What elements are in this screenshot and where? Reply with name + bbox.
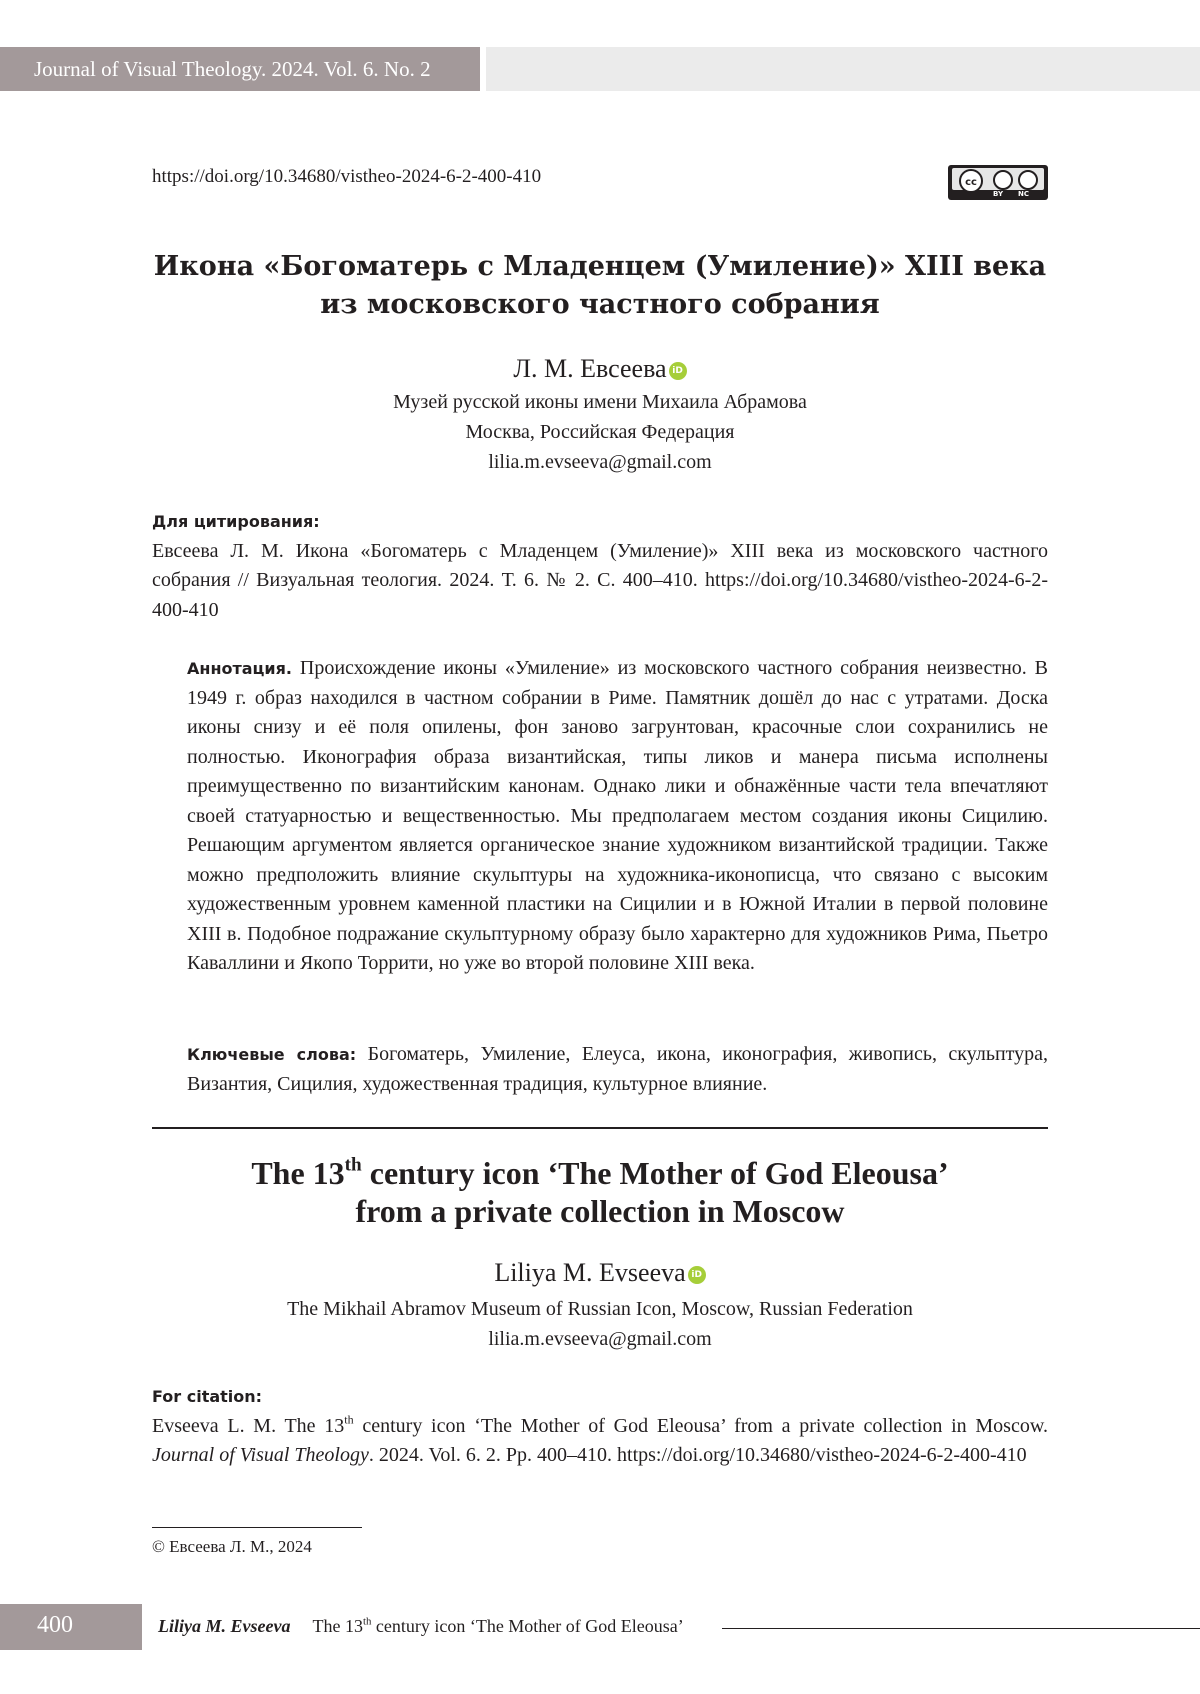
copyright-note: © Евсеева Л. М., 2024 bbox=[152, 1537, 312, 1556]
ru-affiliation bbox=[0, 387, 1200, 477]
header-band-right bbox=[486, 47, 1200, 91]
ru-affiliation-line2: Москва, Российская Федерация bbox=[465, 421, 735, 443]
en-citation bbox=[152, 1382, 1048, 1471]
en-title-line2: from a private collection in Moscow bbox=[355, 1193, 845, 1229]
by-icon bbox=[993, 170, 1013, 190]
doi-link[interactable]: https://doi.org/10.34680/vistheo-2024-6-2-400-410 bbox=[152, 166, 542, 187]
en-author-name: Liliya M. Evseeva bbox=[494, 1258, 686, 1287]
ru-affiliation-line1: Музей русской иконы имени Михаила Абрамова bbox=[393, 391, 807, 413]
running-footer bbox=[158, 1616, 684, 1637]
cc-license-badge[interactable] bbox=[948, 165, 1048, 200]
journal-header-band bbox=[0, 47, 480, 91]
nc-label: NC bbox=[1018, 190, 1029, 198]
ru-author-name: Л. М. Евсеева bbox=[513, 354, 667, 383]
ru-abstract-text: Происхождение иконы «Умиление» из московского частного собрания неизвестно. В 1949 г. образ находился в частном собрании в Риме. Памятник дошёл до нас с утратами. Доска иконы снизу и её поля опилены, фон заново загрунтован, красочные слои сохранились не полностью. Иконография образа византийская, типы ликов и манера письма исполнены преимущественно по византийским канонам. Однако лики и обнажённые части тела впечатляют своей статуарностью и вещественностью. Мы предполагаем местом создания иконы Сицилию. Решающим аргументом является органическое знание художником византийской традиции. Также можно предположить влияние скульптуры на художника-иконописца, что связано с высоким художественным уровнем каменной пластики на Сицилии и в Южной Италии в первой половине XIII в. Подобное подражание скульптурному образу было характерно для художников Рима, Пьетро Каваллини и Якопо Торрити, но уже во второй половине XIII века. bbox=[187, 657, 1049, 974]
by-label: BY bbox=[993, 190, 1004, 198]
en-citation-text: Evseeva L. M. The 13th century icon ‘The Mother of God Eleousa’ from a private collection in Moscow. Journal of Visual Theology. 2024. Vol. 6. 2. Pp. 400–410. https://doi.org/10.34680/vistheo-2024-6-2-400-410 bbox=[152, 1412, 1048, 1466]
en-title bbox=[0, 1154, 1200, 1230]
ru-citation-label: Для цитирования: bbox=[152, 512, 320, 531]
en-affiliation-text: The Mikhail Abramov Museum of Russian Icon, Moscow, Russian Federation bbox=[287, 1298, 913, 1320]
journal-header-text: Journal of Visual Theology. 2024. Vol. 6. No. 2 bbox=[34, 57, 431, 81]
ru-abstract bbox=[187, 654, 1048, 979]
footnote-rule bbox=[152, 1527, 362, 1528]
ru-abstract-label: Аннотация. bbox=[187, 659, 292, 678]
en-title-line1: The 13th century icon ‘The Mother of God Eleousa’ bbox=[251, 1154, 949, 1191]
ru-citation-text: Евсеева Л. М. Икона «Богоматерь с Младенцем (Умиление)» XIII века из московского частного собрания // Визуальная теология. 2024. Т. 6. № 2. С. 400–410. https://doi.org/10.34680/vistheo-2024-6-2-400-410 bbox=[152, 539, 1048, 621]
ru-keywords-label: Ключевые слова: bbox=[187, 1045, 357, 1064]
nc-icon bbox=[1018, 170, 1038, 190]
en-affiliation bbox=[0, 1294, 1200, 1354]
ru-title bbox=[0, 248, 1200, 324]
page-number-box bbox=[0, 1604, 142, 1650]
orcid-icon[interactable]: iD bbox=[688, 1266, 706, 1284]
en-citation-label: For citation: bbox=[152, 1387, 263, 1406]
ru-title-line2: из московского частного собрания bbox=[320, 289, 880, 320]
footer-author: Liliya M. Evseeva bbox=[158, 1616, 291, 1636]
en-email[interactable]: lilia.m.evseeva@gmail.com bbox=[488, 1328, 712, 1350]
ru-author bbox=[0, 354, 1200, 384]
ru-citation bbox=[152, 507, 1048, 625]
footer-rule bbox=[722, 1628, 1200, 1629]
footer-title: The 13th century icon ‘The Mother of God Eleousa’ bbox=[312, 1615, 684, 1636]
orcid-icon[interactable]: iD bbox=[669, 362, 687, 380]
ru-email[interactable]: lilia.m.evseeva@gmail.com bbox=[488, 451, 712, 473]
ru-keywords bbox=[187, 1040, 1048, 1099]
cc-icon: cc bbox=[959, 169, 983, 193]
page-number: 400 bbox=[37, 1612, 73, 1638]
section-divider bbox=[152, 1127, 1048, 1129]
en-author bbox=[0, 1258, 1200, 1288]
ru-title-line1: Икона «Богоматерь с Младенцем (Умиление)» XIII века bbox=[153, 251, 1047, 282]
ru-keywords-text: Богоматерь, Умиление, Елеуса, икона, иконография, живопись, скульптура, Византия, Сицилия, художественная традиция, культурное влияние. bbox=[187, 1043, 1049, 1095]
